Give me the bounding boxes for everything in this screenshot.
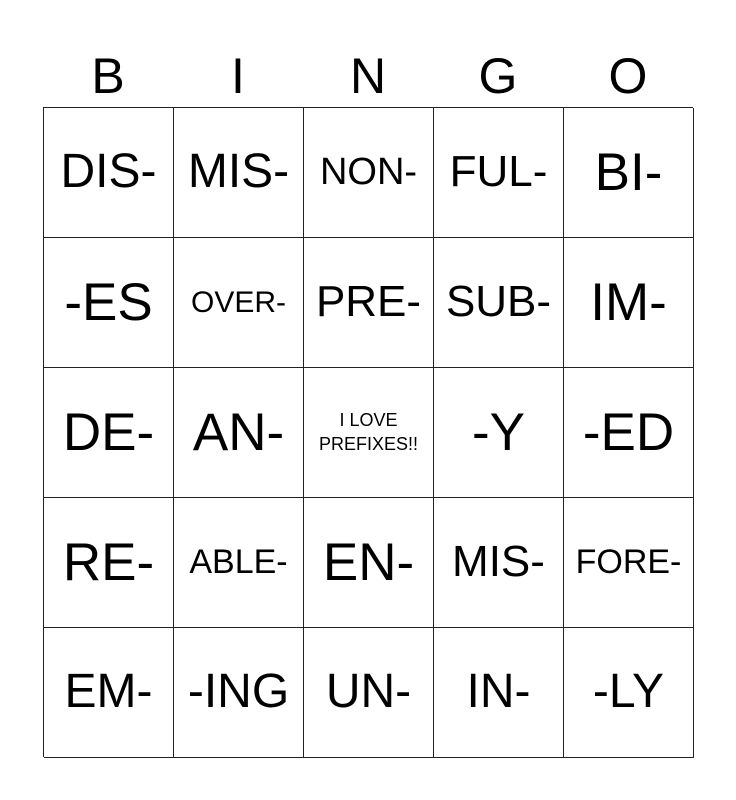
cell-text: SUB- bbox=[445, 277, 552, 327]
cell-text: FUL- bbox=[449, 147, 548, 197]
bingo-cell[interactable] bbox=[434, 238, 564, 368]
cell-text: FORE- bbox=[575, 542, 682, 581]
bingo-cell[interactable] bbox=[304, 238, 434, 368]
cell-text: OVER- bbox=[190, 285, 286, 319]
cell-text: -ING bbox=[187, 665, 290, 719]
cell-text: BI- bbox=[594, 142, 663, 202]
free-space-text: I LOVE PREFIXES!! bbox=[318, 410, 419, 454]
bingo-cell[interactable] bbox=[564, 368, 694, 498]
cell-text: -LY bbox=[592, 665, 665, 719]
bingo-cell[interactable] bbox=[434, 498, 564, 628]
bingo-card-grid bbox=[43, 107, 693, 757]
cell-text: ABLE- bbox=[189, 542, 288, 581]
cell-text: NON- bbox=[319, 150, 418, 193]
header-letter-g: G bbox=[478, 48, 518, 104]
header-letter-n: N bbox=[349, 48, 387, 104]
bingo-cell[interactable] bbox=[304, 498, 434, 628]
cell-text: -Y bbox=[472, 402, 525, 462]
bingo-cell[interactable] bbox=[434, 628, 564, 758]
bingo-cell[interactable] bbox=[564, 628, 694, 758]
cell-text: AN- bbox=[192, 402, 285, 462]
free-space-cell[interactable] bbox=[304, 368, 434, 498]
header-letter-i: I bbox=[231, 48, 245, 104]
bingo-cell[interactable] bbox=[44, 238, 174, 368]
cell-text: -ED bbox=[582, 402, 675, 462]
cell-text: MIS- bbox=[452, 537, 545, 587]
bingo-cell[interactable] bbox=[434, 108, 564, 238]
bingo-cell[interactable] bbox=[564, 498, 694, 628]
bingo-cell[interactable] bbox=[174, 498, 304, 628]
header-letter-b: B bbox=[91, 48, 125, 104]
header-letter-o: O bbox=[608, 48, 648, 104]
bingo-cell[interactable] bbox=[174, 368, 304, 498]
bingo-cell[interactable] bbox=[44, 368, 174, 498]
bingo-header bbox=[43, 44, 693, 108]
bingo-cell[interactable] bbox=[434, 368, 564, 498]
cell-text: IN- bbox=[466, 665, 531, 719]
cell-text: -ES bbox=[64, 272, 153, 332]
cell-text: EM- bbox=[64, 665, 153, 719]
cell-text: MIS- bbox=[187, 145, 290, 199]
bingo-cell[interactable] bbox=[564, 238, 694, 368]
cell-text: DIS- bbox=[60, 145, 157, 199]
bingo-cell[interactable] bbox=[304, 108, 434, 238]
bingo-cell[interactable] bbox=[44, 498, 174, 628]
bingo-cell[interactable] bbox=[44, 108, 174, 238]
cell-text: UN- bbox=[325, 665, 412, 719]
cell-text: RE- bbox=[62, 532, 155, 592]
cell-text: IM- bbox=[590, 272, 667, 332]
cell-text: DE- bbox=[62, 402, 155, 462]
bingo-cell[interactable] bbox=[564, 108, 694, 238]
bingo-cell[interactable] bbox=[174, 628, 304, 758]
bingo-cell[interactable] bbox=[304, 628, 434, 758]
cell-text: EN- bbox=[322, 532, 415, 592]
bingo-cell[interactable] bbox=[174, 238, 304, 368]
cell-text: PRE- bbox=[315, 277, 422, 327]
bingo-cell[interactable] bbox=[44, 628, 174, 758]
bingo-cell[interactable] bbox=[174, 108, 304, 238]
